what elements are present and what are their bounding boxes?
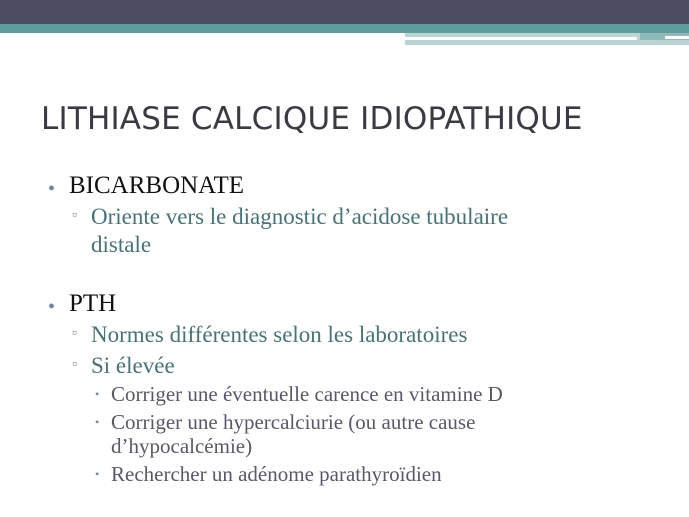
bicarbonate-item-line1: Oriente vers le diagnostic d’acidose tubulaire — [91, 204, 509, 229]
pth-item-si-elevee: Si élevée — [91, 353, 175, 378]
level2-bullet-icon: ▫ — [72, 208, 77, 223]
subitem-hypercalciurie-line1: Corriger une hypercalciurie (ou autre cause — [111, 410, 476, 434]
bicarbonate-item-line2: distale — [91, 232, 152, 257]
level2-bullet-icon: ▫ — [72, 326, 77, 341]
section-heading-bicarbonate: BICARBONATE — [69, 172, 245, 199]
level3-bullet-icon: • — [95, 387, 100, 401]
level2-bullet-icon: ▫ — [72, 357, 77, 372]
subitem-adenome: Rechercher un adénome parathyroïdien — [111, 462, 442, 486]
level3-bullet-icon: • — [95, 415, 100, 429]
level1-bullet-icon: • — [48, 296, 56, 318]
pth-item-normes: Normes différentes selon les laboratoires — [91, 322, 468, 347]
level3-bullet-icon: • — [95, 467, 100, 481]
level1-bullet-icon: • — [48, 178, 56, 200]
subitem-vitamine-d: Corriger une éventuelle carence en vitamine D — [111, 382, 503, 406]
section-heading-pth: PTH — [69, 290, 117, 317]
slide-title: LITHIASE CALCIQUE IDIOPATHIQUE — [41, 101, 583, 137]
subitem-hypercalciurie-line2: d’hypocalcémie) — [111, 434, 253, 458]
